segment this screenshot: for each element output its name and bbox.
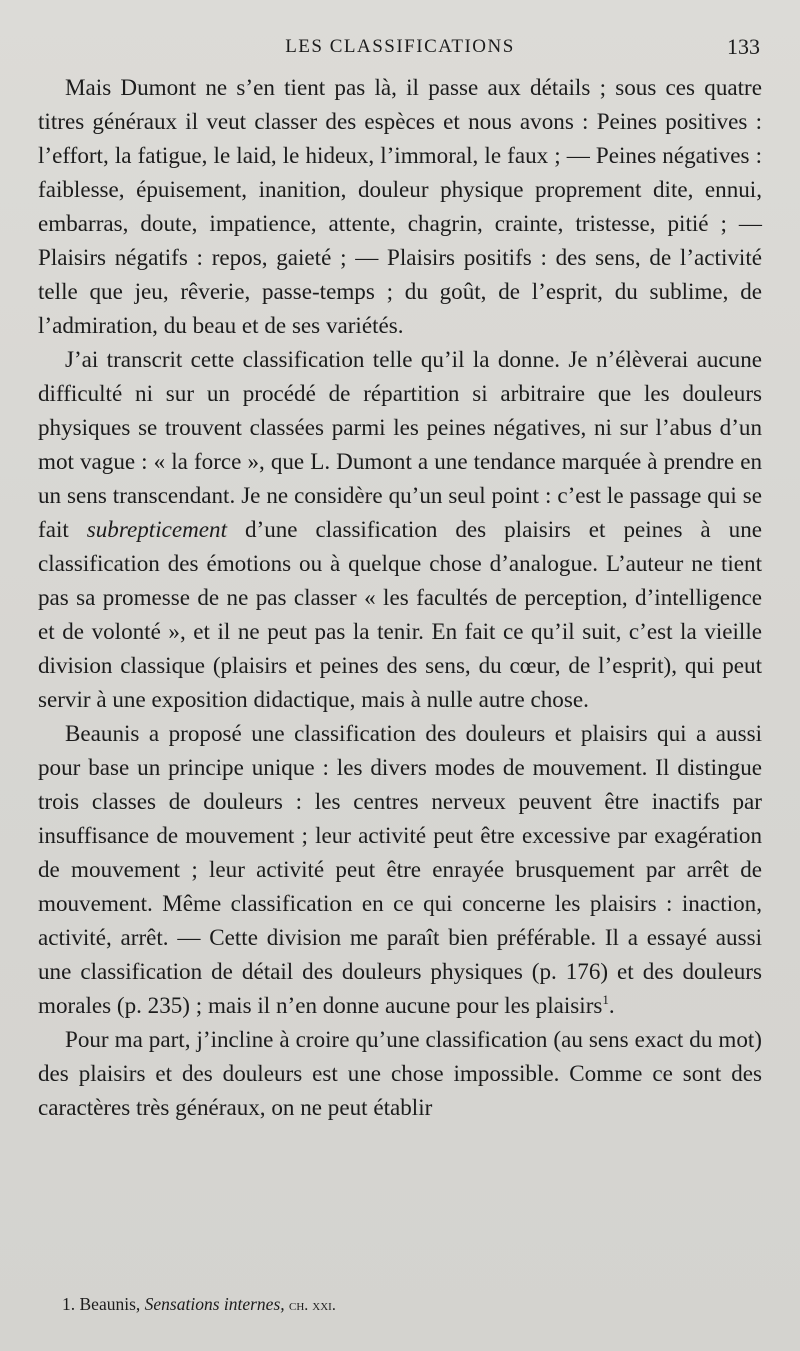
paragraph-text-after: d’une classification des plaisirs et peines à une classification des émotions ou à quelque chose d’analogue. L’auteur ne tient pas sa promesse de ne pas classer « les facultés de perception, d’intelligence et de volonté », et il ne peut pas la tenir. En fait ce qu’il suit, c’est la vieille division classique (plaisirs et peines des sens, du cœur, de l’esprit), qui peut servir à une exposition didactique, mais à nulle autre chose. <box>38 516 762 712</box>
paragraph-text-before: J’ai transcrit cette classification telle qu’il la donne. Je n’élèverai aucune difficulté ni sur un procédé de répartition si arbitraire que les douleurs physiques se trouvent classées parmi les peines négatives, ni sur l’abus d’un mot vague : « la force », que L. Dumont a une tendance marquée à prendre en un sens transcendant. Je ne considère qu’un seul point : c’est le passage qui se fait <box>38 346 762 542</box>
paragraph-end-punctuation: . <box>608 992 615 1018</box>
paragraph-beaunis <box>38 716 762 1022</box>
body-text <box>38 70 762 1124</box>
footnote-reference: 1 <box>602 992 609 1007</box>
footnote-title: Sensations internes, <box>144 1294 285 1314</box>
paragraph-text: Mais Dumont ne s’en tient pas là, il passe aux détails ; sous ces quatre titres généraux il veut classer des espèces et nous avons : Peines positives : l’effort, la fatigue, le laid, le hideux, l’immoral, le faux ; — Peines négatives : faiblesse, épuisement, inanition, douleur physique proprement dite, ennui, embarras, doute, impatience, attente, chagrin, crainte, tristesse, pitié ; — Plaisirs négatifs : repos, gaieté ; — Plaisirs positifs : des sens, de l’activité telle que jeu, rêverie, passe-temps ; du goût, de l’esprit, du sublime, de l’admiration, du beau et de ses variétés. <box>38 74 762 338</box>
paragraph-conclusion <box>38 1022 762 1124</box>
paragraph-text: Beaunis a proposé une classification des douleurs et plaisirs qui a aussi pour base un principe unique : les divers modes de mouvement. Il distingue trois classes de douleurs : les centres nerveux peuvent être inactifs par insuffisance de mouvement ; leur activité peut être excessive par exagération de mouvement ; leur activité peut être enrayée brusquement par arrêt de mouvement. Même classification en ce qui concerne les plaisirs : inaction, activité, arrêt. — Cette division me paraît bien préférable. Il a essayé aussi une classification de détail des douleurs physiques (p. 176) et des douleurs morales (p. 235) ; mais il n’en donne aucune pour les plaisirs <box>38 720 762 1018</box>
footnote-number: 1. <box>62 1294 76 1314</box>
italic-word: subrepticement <box>86 516 227 542</box>
page-number: 133 <box>727 34 760 59</box>
footnote <box>62 1292 336 1318</box>
footnote-chapter: ch. xxi. <box>289 1297 336 1314</box>
page-header <box>38 34 762 60</box>
paragraph-dumont-details <box>38 70 762 342</box>
footnote-author: Beaunis, <box>79 1294 141 1314</box>
running-title: LES CLASSIFICATIONS <box>285 36 515 57</box>
paragraph-text: Pour ma part, j’incline à croire qu’une classification (au sens exact du mot) des plaisirs et des douleurs est une chose impossible. Comme ce sont des caractères très généraux, on ne peut établir <box>38 1026 762 1120</box>
paragraph-transcription <box>38 342 762 716</box>
